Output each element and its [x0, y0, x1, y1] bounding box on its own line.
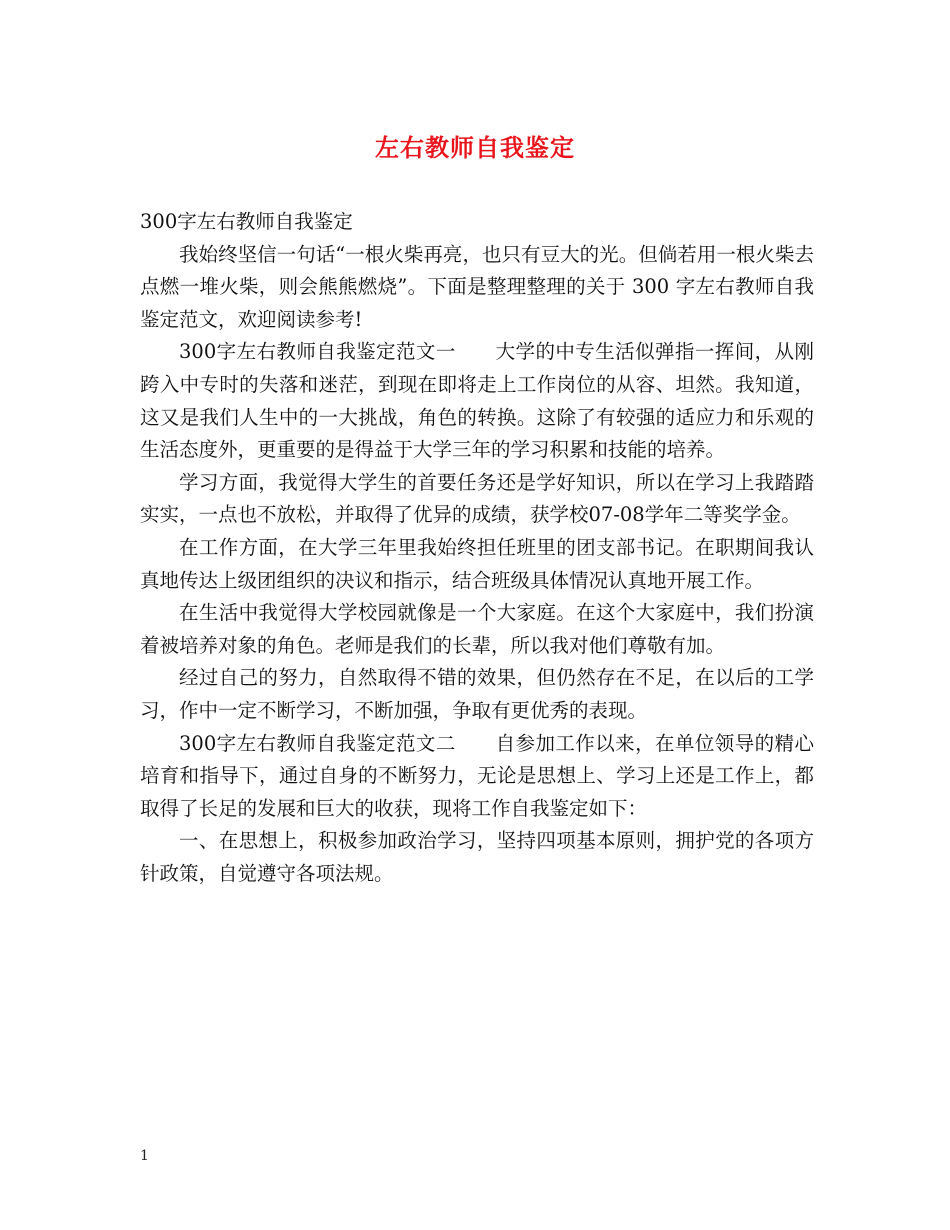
- document-subtitle: 300字左右教师自我鉴定: [140, 210, 353, 233]
- page-number: 1: [140, 1148, 149, 1164]
- paragraph-life: 在生活中我觉得大学校园就像是一个大家庭。在这个大家庭中，我们扮演着被培养对象的角色。老师是我们的长辈，所以我对他们尊敬有加。: [140, 601, 814, 657]
- paragraph-sample-two: 300字左右教师自我鉴定范文二 自参加工作以来，在单位领导的精心培育和指导下，通过自身的不断努力，无论是思想上、学习上还是工作上，都取得了长足的发展和巨大的收获，现将工作自我鉴定如下：: [140, 731, 814, 820]
- paragraph-sample-one: 300字左右教师自我鉴定范文一 大学的中专生活似弹指一挥间，从刚跨入中专时的失落和迷茫，到现在即将走上工作岗位的从容、坦然。我知道，这又是我们人生中的一大挑战，角色的转换。这除了有较强的适应力和乐观的生活态度外，更重要的是得益于大学三年的学习积累和技能的培养。: [140, 340, 814, 462]
- paragraph-study: 学习方面，我觉得大学生的首要任务还是学好知识，所以在学习上我踏踏实实，一点也不放松，并取得了优异的成绩，获学校07-08学年二等奖学金。: [140, 470, 814, 527]
- paragraph-effort: 经过自己的努力，自然取得不错的效果，但仍然存在不足，在以后的工学习，作中一定不断学习，不断加强，争取有更优秀的表现。: [140, 666, 814, 722]
- document-body: [140, 206, 814, 890]
- paragraph-intro: 我始终坚信一句话“一根火柴再亮，也只有豆大的光。但倘若用一根火柴去点燃一堆火柴，则会熊熊燃烧”。下面是整理整理的关于 300 字左右教师自我鉴定范文，欢迎阅读参考!: [140, 242, 814, 331]
- document-title: 左右教师自我鉴定: [375, 133, 575, 162]
- paragraph-ideology: 一、在思想上，积极参加政治学习，坚持四项基本原则，拥护党的各项方针政策，自觉遵守各项法规。: [140, 829, 814, 885]
- paragraph-work: 在工作方面，在大学三年里我始终担任班里的团支部书记。在职期间我认真地传达上级团组织的决议和指示，结合班级具体情况认真地开展工作。: [140, 535, 814, 592]
